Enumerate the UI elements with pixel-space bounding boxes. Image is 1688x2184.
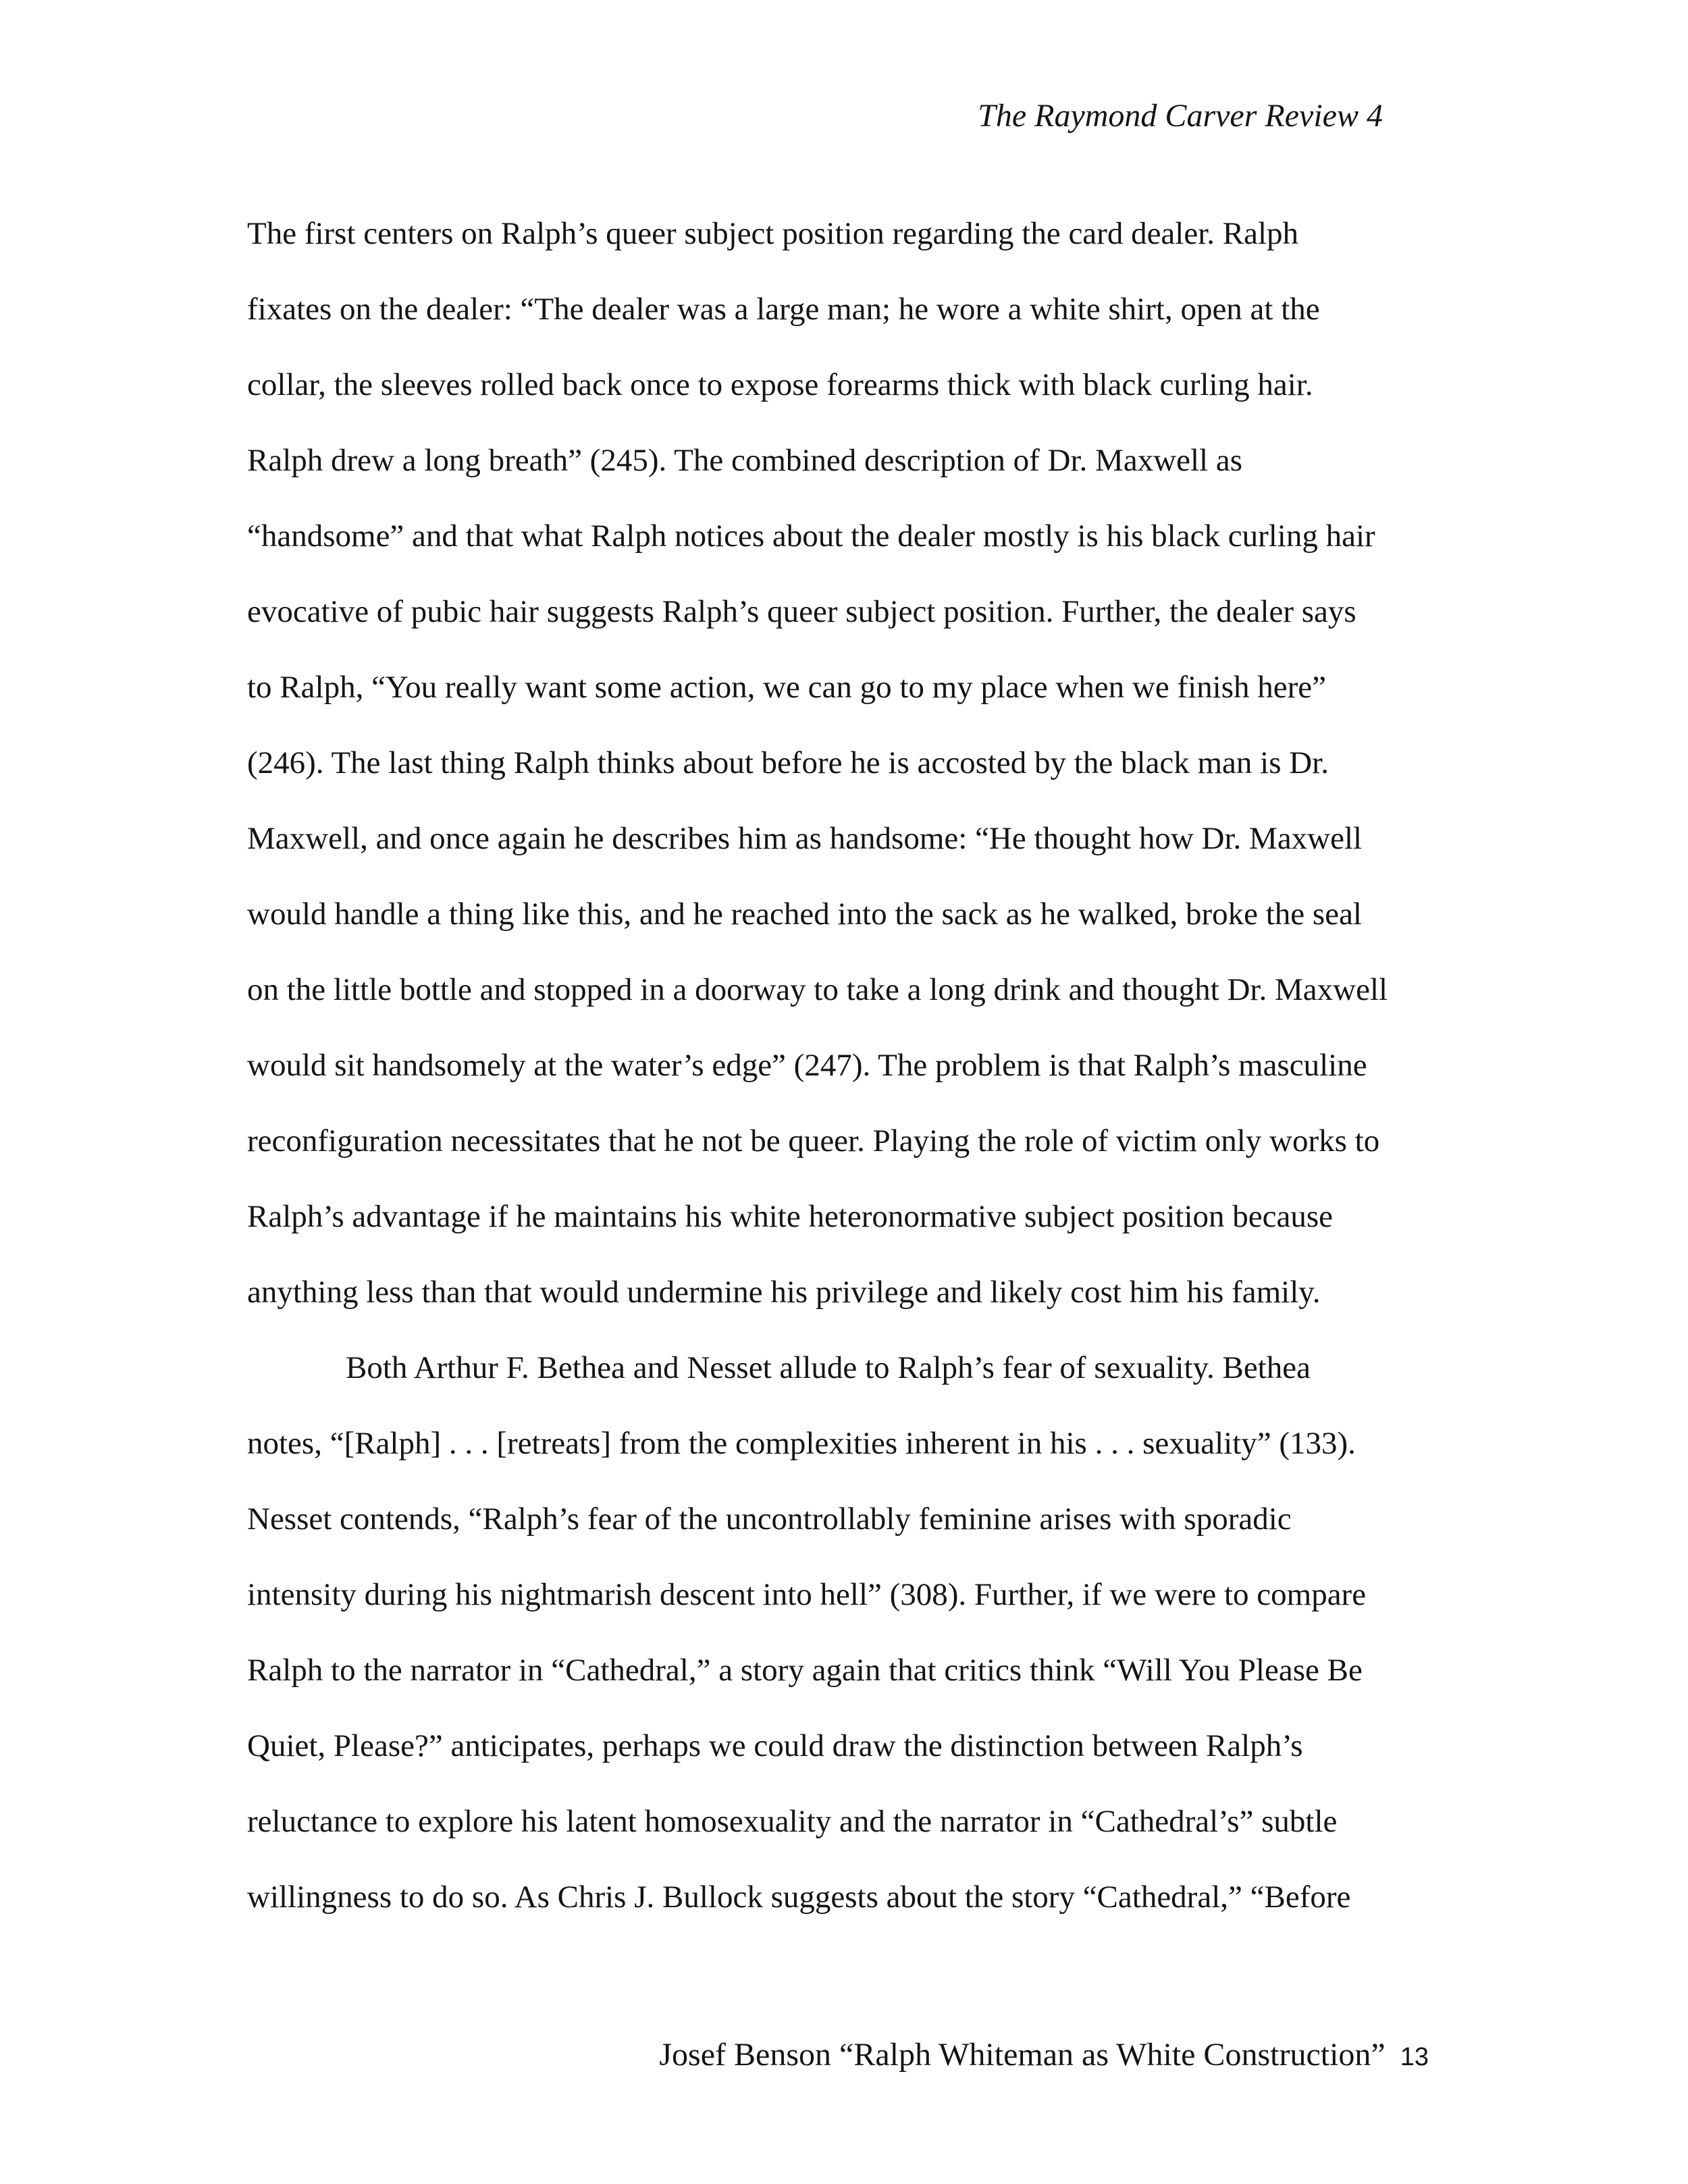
body-line: reconfiguration necessitates that he not be queer. Playing the role of victim only works to	[247, 1123, 1380, 1158]
body-line: notes, “[Ralph] . . . [retreats] from the complexities inherent in his . . . sexuality” (133).	[247, 1426, 1356, 1461]
body-line: Nesset contends, “Ralph’s fear of the uncontrollably feminine arises with sporadic	[247, 1501, 1292, 1537]
body-line: “handsome” and that what Ralph notices about the dealer mostly is his black curling hair	[247, 518, 1375, 554]
body-line: would handle a thing like this, and he reached into the sack as he walked, broke the seal	[247, 897, 1362, 932]
body-line: on the little bottle and stopped in a doorway to take a long drink and thought Dr. Maxwell	[247, 972, 1388, 1007]
body-line: fixates on the dealer: “The dealer was a large man; he wore a white shirt, open at the	[247, 292, 1320, 327]
body-line: Maxwell, and once again he describes him as handsome: “He thought how Dr. Maxwell	[247, 821, 1363, 856]
body-line: Ralph’s advantage if he maintains his white heteronormative subject position because	[247, 1199, 1334, 1234]
page-number: 13	[1400, 2043, 1429, 2071]
body-line: (246). The last thing Ralph thinks about before he is accosted by the black man is Dr.	[247, 745, 1329, 780]
body-line: reluctance to explore his latent homosexuality and the narrator in “Cathedral’s” subtle	[247, 1804, 1338, 1839]
body-line: collar, the sleeves rolled back once to expose forearms thick with black curling hair.	[247, 367, 1313, 402]
body-line: Quiet, Please?” anticipates, perhaps we could draw the distinction between Ralph’s	[247, 1728, 1303, 1763]
paragraph-first-line: Both Arthur F. Bethea and Nesset allude to Ralph’s fear of sexuality. Bethea	[346, 1350, 1311, 1385]
body-line: Ralph to the narrator in “Cathedral,” a story again that critics think “Will You Please Be	[247, 1653, 1363, 1688]
body-line: Ralph drew a long breath” (245). The combined description of Dr. Maxwell as	[247, 443, 1243, 478]
footer-citation: Josef Benson “Ralph Whiteman as White Construction”	[659, 2037, 1386, 2073]
body-line: The first centers on Ralph’s queer subject position regarding the card dealer. Ralph	[247, 216, 1299, 251]
body-line: intensity during his nightmarish descent into hell” (308). Further, if we were to compare	[247, 1577, 1367, 1612]
body-line: to Ralph, “You really want some action, we can go to my place when we finish here”	[247, 670, 1326, 705]
running-header: The Raymond Carver Review 4	[978, 98, 1383, 134]
body-line: willingness to do so. As Chris J. Bullock suggests about the story “Cathedral,” “Before	[247, 1880, 1351, 1915]
page-footer	[659, 2035, 1429, 2083]
body-text	[247, 196, 1462, 1935]
body-line: would sit handsomely at the water’s edge” (247). The problem is that Ralph’s masculine	[247, 1048, 1367, 1083]
body-line: anything less than that would undermine his privilege and likely cost him his family.	[247, 1275, 1321, 1310]
body-line: evocative of pubic hair suggests Ralph’s queer subject position. Further, the dealer says	[247, 594, 1356, 629]
